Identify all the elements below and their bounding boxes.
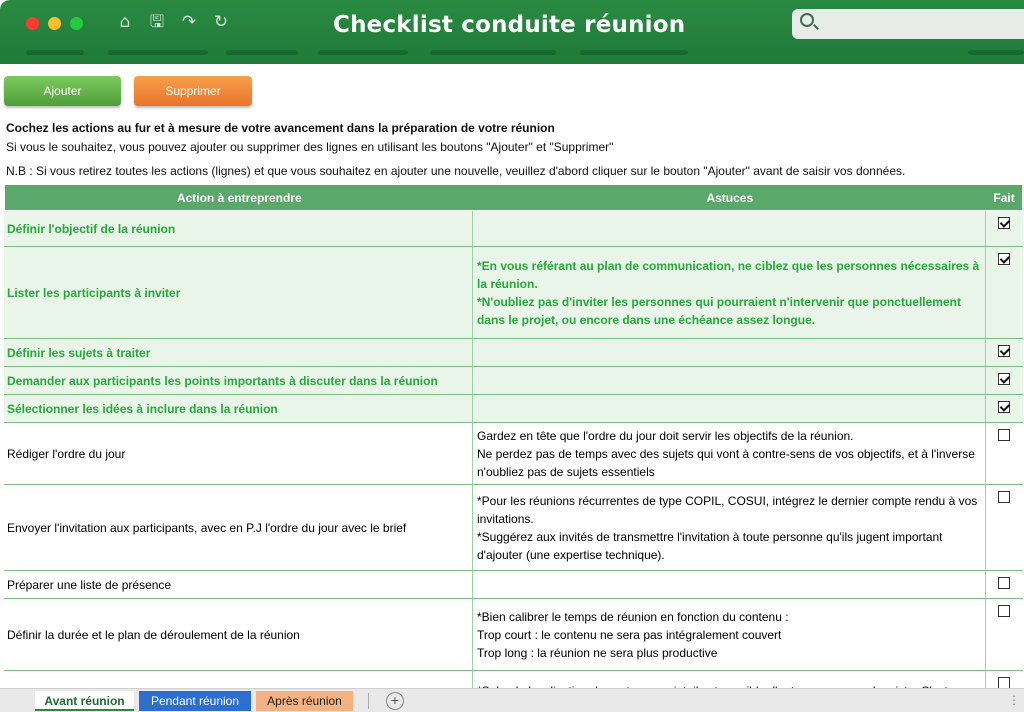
tips-cell[interactable]: *Bien calibrer le temps de réunion en fonction du contenu : Trop court : le contenu ne sera pas intégralement couvert Trop long : la réunion ne sera plus productive <box>473 599 986 670</box>
sheet-tab-pendant[interactable]: Pendant réunion <box>139 691 251 711</box>
table-row <box>4 247 1023 339</box>
table-row <box>4 395 1023 423</box>
table-row <box>4 571 1023 599</box>
instruction-heading: Cochez les actions au fur et à mesure de votre avancement dans la préparation de votre réunion <box>6 121 555 135</box>
close-window-button[interactable] <box>26 17 39 30</box>
sheet-tab-apres[interactable]: Après réunion <box>256 691 353 711</box>
refresh-icon[interactable]: ↻ <box>213 12 229 32</box>
tips-cell[interactable] <box>473 339 986 366</box>
minimize-window-button[interactable] <box>48 17 61 30</box>
window-controls <box>26 17 83 30</box>
table-row <box>4 339 1023 367</box>
table-header <box>4 184 1023 211</box>
action-cell[interactable]: Sélectionner les idées à inclure dans la réunion <box>4 395 473 422</box>
column-header-tips: Astuces <box>706 190 754 205</box>
action-cell[interactable]: Envoyer l'invitation aux participants, avec en P.J l'ordre du jour avec le brief <box>4 485 473 570</box>
done-checkbox[interactable] <box>998 429 1010 441</box>
done-cell <box>986 247 1022 338</box>
action-cell[interactable]: Préparer une liste de présence <box>4 571 473 598</box>
tips-cell[interactable]: *Pour les réunions récurrentes de type COPIL, COSUI, intégrez le dernier compte rendu à vos invitations. *Suggérez aux invités de transmettre l'invitation à toute personne qu'ils jugent important d'ajouter (une expertise technique). <box>473 485 986 570</box>
done-cell <box>986 423 1022 484</box>
action-cell[interactable]: Définir les sujets à traiter <box>4 339 473 366</box>
table-row <box>4 599 1023 671</box>
done-checkbox[interactable] <box>998 373 1010 385</box>
window-title: Checklist conduite réunion <box>333 12 686 38</box>
delete-row-button[interactable]: Supprimer <box>134 76 252 106</box>
title-bar <box>0 0 1024 64</box>
action-cell[interactable]: Demander aux participants les points importants à discuter dans la réunion <box>4 367 473 394</box>
tips-cell[interactable]: Gardez en tête que l'ordre du jour doit servir les objectifs de la réunion. Ne perdez pas de temps avec des sujets qui vont à contre-sens de vos objectifs, et à l'inverse n'oubliez pas de sujets essentiels <box>473 423 986 484</box>
done-checkbox[interactable] <box>998 491 1010 503</box>
done-cell <box>986 485 1022 570</box>
tab-divider <box>368 693 369 709</box>
sheet-tab-bar <box>0 688 1024 712</box>
tips-cell[interactable] <box>473 395 986 422</box>
add-sheet-icon[interactable]: + <box>386 692 404 710</box>
done-cell <box>986 571 1022 598</box>
ribbon-placeholder <box>226 50 298 55</box>
instruction-note: N.B : Si vous retirez toutes les actions (lignes) et que vous souhaitez en ajouter une nouvelle, veuillez d'abord cliquer sur le bouton "Ajouter" avant de saisir vos données. <box>6 164 906 178</box>
table-row <box>4 423 1023 485</box>
quick-access-toolbar <box>116 11 230 33</box>
save-icon[interactable]: 🖫 <box>149 12 165 32</box>
column-header-done: Fait <box>993 190 1015 205</box>
action-cell[interactable]: Lister les participants à inviter <box>4 247 473 338</box>
search-icon <box>800 13 814 27</box>
search-box[interactable] <box>792 9 1024 39</box>
column-header-action: Action à entreprendre <box>176 190 302 205</box>
table-body <box>4 211 1023 711</box>
ribbon-placeholder <box>318 50 408 55</box>
tips-cell[interactable] <box>473 367 986 394</box>
redo-icon[interactable]: ↷ <box>181 12 197 32</box>
more-options-icon[interactable]: ⋮ <box>1008 693 1020 707</box>
table-row <box>4 367 1023 395</box>
done-checkbox[interactable] <box>998 217 1010 229</box>
sheet-tab-avant[interactable]: Avant réunion <box>35 691 134 711</box>
table-row <box>4 485 1023 571</box>
instruction-text: Si vous le souhaitez, vous pouvez ajouter ou supprimer des lignes en utilisant les boutons "Ajouter" et "Supprimer" <box>6 140 614 154</box>
tips-cell[interactable]: *En vous référant au plan de communication, ne ciblez que les personnes nécessaires à la réunion. *N'oubliez pas d'inviter les personnes qui pourraient n'intervenir que ponctuellement dans le projet, ou encore dans une échéance assez longue. <box>473 247 986 338</box>
ribbon-placeholder <box>968 50 1024 55</box>
done-cell <box>986 211 1022 246</box>
tips-cell[interactable] <box>473 211 986 246</box>
maximize-window-button[interactable] <box>70 17 83 30</box>
tips-cell[interactable] <box>473 571 986 598</box>
ribbon-placeholder <box>108 50 208 55</box>
done-checkbox[interactable] <box>998 605 1010 617</box>
action-cell[interactable]: Définir l'objectif de la réunion <box>4 211 473 246</box>
ribbon-placeholder <box>26 50 84 55</box>
checklist-table <box>4 184 1023 711</box>
done-cell <box>986 395 1022 422</box>
done-cell <box>986 599 1022 670</box>
done-checkbox[interactable] <box>998 577 1010 589</box>
ribbon-placeholder <box>580 50 688 55</box>
add-row-button[interactable]: Ajouter <box>4 76 121 106</box>
table-row <box>4 211 1023 247</box>
done-checkbox[interactable] <box>998 401 1010 413</box>
ribbon-placeholder <box>430 50 556 55</box>
done-checkbox[interactable] <box>998 253 1010 265</box>
action-cell[interactable]: Définir la durée et le plan de déroulement de la réunion <box>4 599 473 670</box>
done-cell <box>986 367 1022 394</box>
done-cell <box>986 339 1022 366</box>
action-cell[interactable]: Rédiger l'ordre du jour <box>4 423 473 484</box>
done-checkbox[interactable] <box>998 345 1010 357</box>
home-icon[interactable]: ⌂ <box>119 12 131 32</box>
